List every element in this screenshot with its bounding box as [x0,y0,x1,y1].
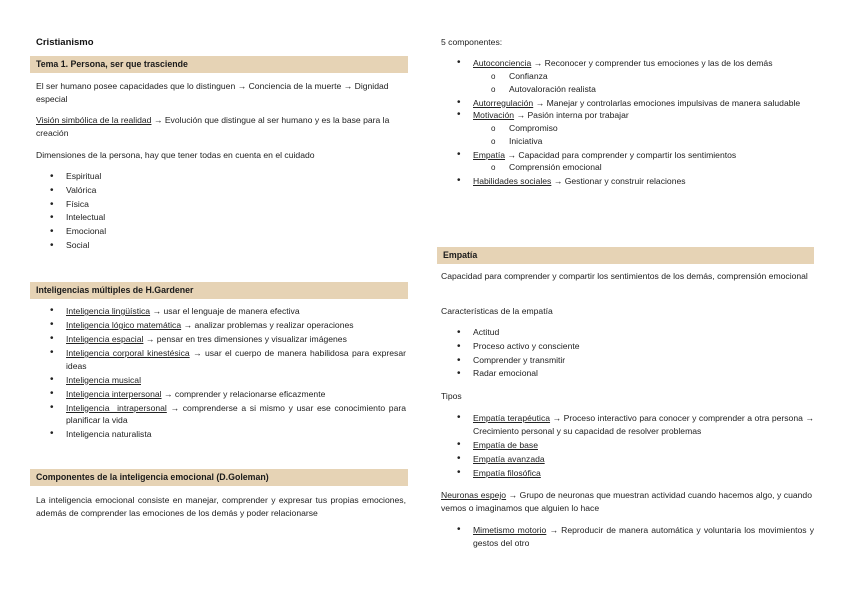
list-item: • Comprender y transmitir [437,354,814,368]
list-item [437,149,814,175]
term: Inteligencia lógico matemática [66,320,182,330]
paragraph-vision-simbolica [36,114,406,139]
list-item: • Social [30,239,408,253]
term-desc: → Reproducir de manera automática y voluntaria los movimientos y gestos del otro [473,525,814,548]
list-item: • Emocional [30,225,408,239]
term-desc: → Capacidad para comprender y compartir los sentimientos [505,149,737,160]
term: Inteligencia intrapersonal [66,402,167,413]
list-item: • Proceso activo y consciente [437,340,814,354]
dimensions-list [30,170,408,253]
term-desc: → comprender y relacionarse eficazmente [161,388,326,399]
list-item [437,57,814,97]
sub-list-item: o Iniciativa [473,135,814,149]
intelligences-list [30,305,406,441]
list-item [30,402,406,427]
term-vision-simbolica: Visión simbólica de la realidad [36,115,152,125]
list-item: • Actitud [437,326,814,340]
term-desc: → Proceso interactivo para conocer y comprender a otra persona → Crecimiento personal y su capacidad de resolver problemas [473,413,814,436]
list-item [437,439,814,452]
characteristics-list [437,326,814,381]
list-item [30,347,406,372]
term: Inteligencia corporal kinestésica [66,348,190,358]
term-desc: → analizar problemas y realizar operaciones [181,320,354,330]
term: Inteligencia musical [66,374,141,385]
list-item [437,412,814,437]
term-desc: → Gestionar y construir relaciones [551,175,686,186]
term-desc: → comprenderse a si mismo y usar ese conocimiento para planificar la vida [66,402,406,425]
section-header-inteligencias: Inteligencias múltiples de H.Gardener [30,282,408,299]
paragraph-capacidades: El ser humano posee capacidades que lo distinguen → Conciencia de la muerte → Dignidad especial [36,81,389,104]
term-desc: → pensar en tres dimensiones y visualizar imágenes [143,334,347,344]
paragraph-dimensiones: Dimensiones de la persona, hay que tener todas en cuenta en el cuidado [36,150,315,160]
list-item [437,524,814,549]
section-header-persona: Tema 1. Persona, ser que trasciende [30,56,408,73]
term-vision-simbolica-desc: → Evolución que distingue al ser humano y es la base para la creación [36,115,390,138]
term: Autorregulación [473,97,534,108]
paragraph-empatia-def: Capacidad para comprender y compartir los sentimientos de los demás, comprensión emocional [441,271,808,281]
list-item: • Intelectual [30,211,408,225]
term: Inteligencia espacial [66,334,144,344]
term: Empatía [473,149,506,160]
list-item: • Radar emocional [437,367,814,381]
list-item: • Espiritual [30,170,408,184]
list-item: • Física [30,198,408,212]
list-item [30,319,406,332]
term-desc: Inteligencia naturalista [66,429,152,439]
term-desc: → usar el cuerpo de manera habilidosa para expresar ideas [66,348,406,371]
term: Empatía avanzada [473,453,545,464]
document-title: Cristianismo [36,37,94,48]
list-item [437,453,814,466]
components-list [437,57,814,187]
sub-list [473,122,814,149]
paragraph-caracteristicas: Características de la empatía [441,306,553,316]
term-neuronas-espejo: Neuronas espejo [441,490,507,500]
list-item [30,305,406,318]
term: Inteligencia lingüística [66,306,151,316]
list-item [437,109,814,149]
term: Empatía de base [473,439,538,450]
term-desc: → Manejar y controlarlas emociones impulsivas de manera saludable [533,97,801,108]
term: Motivación [473,110,515,120]
sub-list-item: o Autovaloración realista [473,83,814,97]
list-item [437,467,814,480]
paragraph-tipos: Tipos [441,391,462,401]
term-desc: → Reconocer y comprender tus emociones y las de los demás [531,58,773,68]
list-item [437,175,814,188]
term: Mimetismo motorio [473,525,547,535]
term: Autoconciencia [473,58,532,68]
term: Empatía terapéutica [473,413,551,423]
term-neuronas-espejo-desc: → Grupo de neuronas que muestran actividad cuando hacemos algo, y cuando vemos o imaginamos que alguien lo hace [441,490,812,513]
list-item [30,388,406,401]
mimetismo-list [437,524,814,549]
list-item [437,97,814,110]
types-list [437,412,814,479]
list-item: • Valórica [30,184,408,198]
sub-list [473,70,814,97]
term: Inteligencia interpersonal [66,388,162,399]
sub-list-item: o Confianza [473,70,814,84]
paragraph-inteligencia-emocional: La inteligencia emocional consiste en manejar, comprender y expresar tus propias emociones, además de comprender las emociones de los demás y poder relacionarse [36,495,406,518]
list-item [30,374,406,387]
term: Habilidades sociales [473,175,552,186]
term-desc: → Pasión interna por trabajar [514,110,629,120]
term: Empatía filosófica [473,467,541,478]
components-intro: 5 componentes: [441,37,503,47]
list-item [30,333,406,346]
section-header-componentes: Componentes de la inteligencia emocional (D.Goleman) [30,469,408,486]
sub-list-item: o Comprensión emocional [473,161,814,175]
sub-list [473,161,814,175]
sub-list-item: o Compromiso [473,122,814,136]
list-item [30,428,406,441]
term-desc: → usar el lenguaje de manera efectiva [150,306,300,316]
section-header-empatia: Empatía [437,247,814,264]
paragraph-neuronas-espejo [441,489,812,514]
